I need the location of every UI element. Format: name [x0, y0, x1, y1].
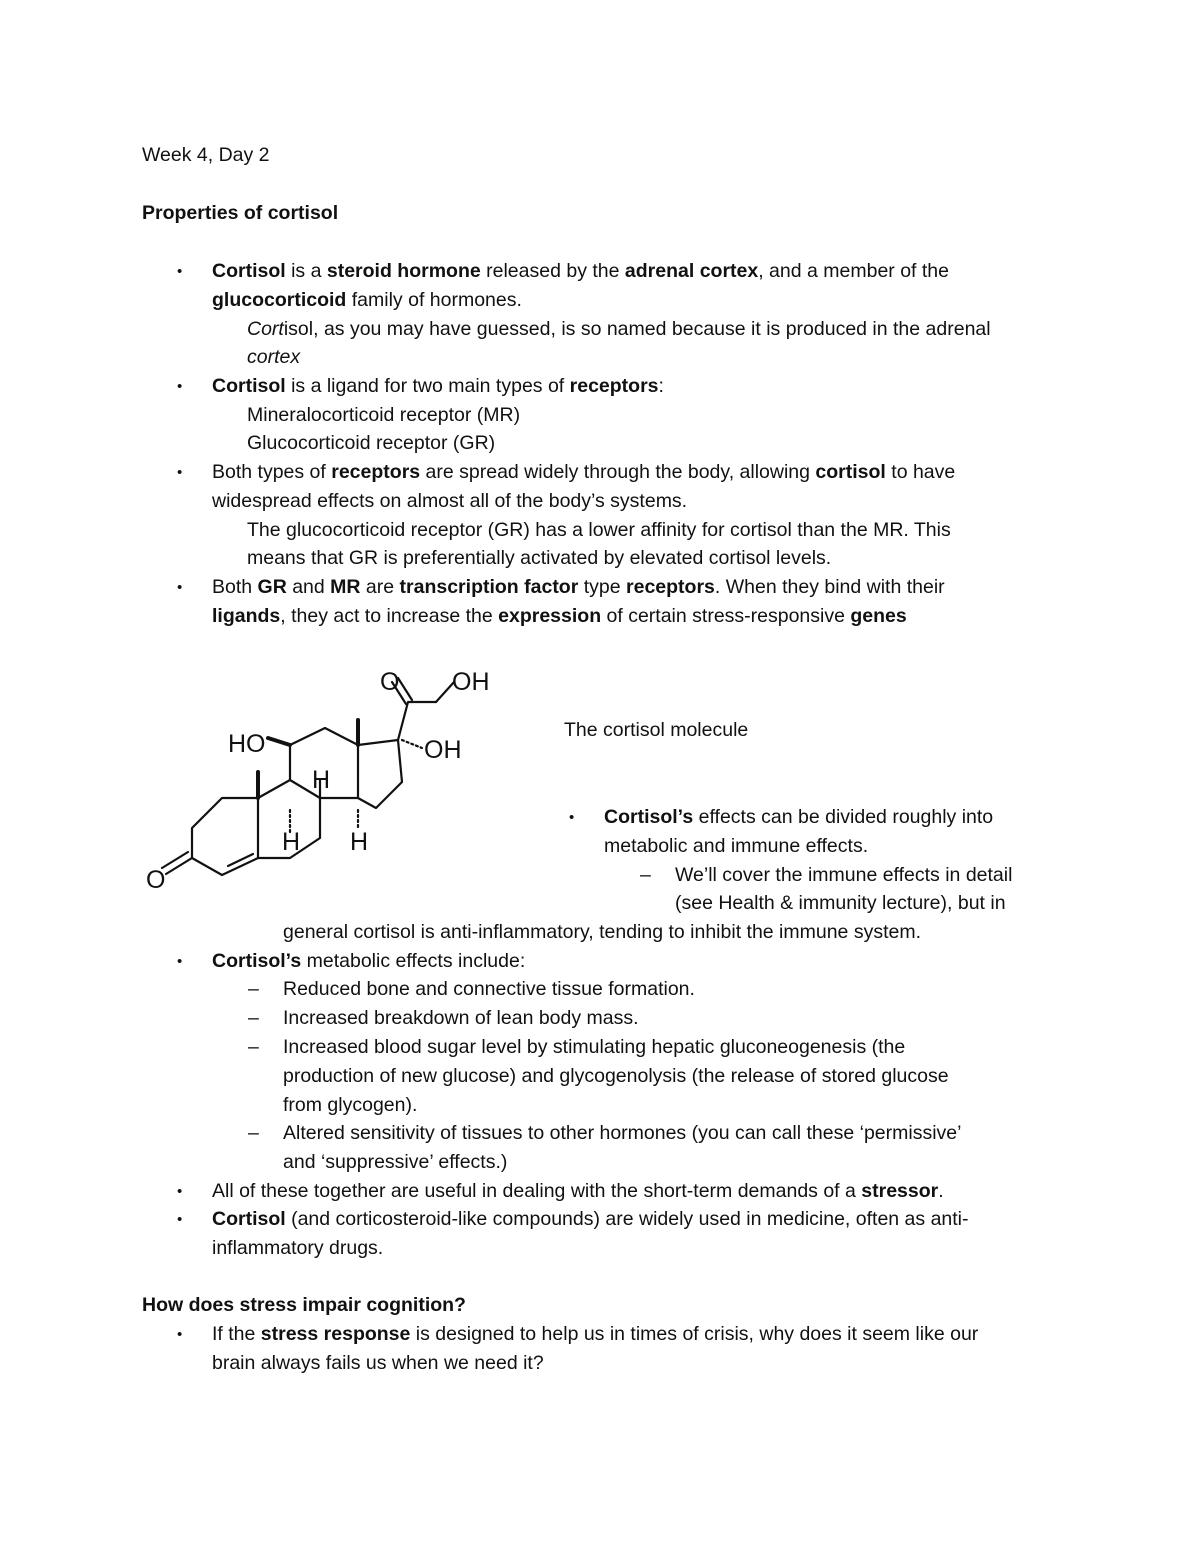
list-item-continuation: ligands, they act to increase the expression of certain stress-responsive genes — [212, 605, 907, 627]
list-item-continuation: widespread effects on almost all of the body’s systems. — [212, 490, 688, 512]
sub-note-continuation: cortex — [247, 346, 301, 368]
list-item: If the stress response is designed to help us in times of crisis, why does it seem like our — [212, 1323, 979, 1345]
list-item-continuation: inflammatory drugs. — [212, 1237, 384, 1259]
molecule-atom-label: OH — [424, 736, 462, 764]
molecule-atom-label: H — [350, 828, 369, 856]
sub-item: Increased blood sugar level by stimulating hepatic gluconeogenesis (the — [283, 1036, 906, 1058]
list-item-continuation: brain always fails us when we need it? — [212, 1352, 544, 1374]
section-heading-cognition: How does stress impair cognition? — [142, 1294, 466, 1316]
dash-icon: – — [640, 864, 651, 886]
cortisol-molecule-diagram — [140, 660, 520, 900]
bullet-icon: • — [177, 263, 183, 280]
bullet-icon: • — [177, 464, 183, 481]
bullet-icon: • — [569, 809, 575, 826]
sub-note: Cortisol, as you may have guessed, is so named because it is produced in the adrenal — [247, 318, 991, 340]
molecule-atom-label: O — [146, 866, 166, 894]
bullet-icon: • — [177, 1211, 183, 1228]
molecule-atom-label: H — [312, 766, 331, 794]
molecule-bonds — [162, 678, 454, 875]
sub-item-continuation: production of new glucose) and glycogenolysis (the release of stored glucose — [283, 1065, 949, 1087]
list-item: Cortisol’s metabolic effects include: — [212, 950, 526, 972]
bullet-icon: • — [177, 1183, 183, 1200]
list-item: Cortisol is a ligand for two main types of receptors: — [212, 375, 664, 397]
sub-item: Increased breakdown of lean body mass. — [283, 1007, 639, 1029]
dash-icon: – — [248, 1007, 259, 1029]
sub-item: Mineralocorticoid receptor (MR) — [247, 404, 521, 426]
list-item-continuation: metabolic and immune effects. — [604, 835, 869, 857]
dash-icon: – — [248, 1122, 259, 1144]
sub-note-continuation: means that GR is preferentially activated by elevated cortisol levels. — [247, 547, 832, 569]
dash-icon: – — [248, 1036, 259, 1058]
page-title: Week 4, Day 2 — [142, 144, 270, 166]
molecule-atom-label: O — [380, 668, 400, 696]
sub-item-continuation: from glycogen). — [283, 1094, 418, 1116]
list-item: Both GR and MR are transcription factor type receptors. When they bind with their — [212, 576, 945, 598]
list-item: Cortisol is a steroid hormone released by the adrenal cortex, and a member of the — [212, 260, 949, 282]
section-heading-properties: Properties of cortisol — [142, 202, 339, 224]
molecule-atom-label: HO — [228, 730, 266, 758]
bullet-icon: • — [177, 1326, 183, 1343]
sub-item-continuation: (see Health & immunity lecture), but in — [675, 892, 1006, 914]
list-item: All of these together are useful in dealing with the short-term demands of a stressor. — [212, 1180, 944, 1202]
sub-item: Glucocorticoid receptor (GR) — [247, 432, 496, 454]
sub-item: Altered sensitivity of tissues to other hormones (you can call these ‘permissive’ — [283, 1122, 962, 1144]
list-item: Cortisol (and corticosteroid-like compounds) are widely used in medicine, often as anti- — [212, 1208, 969, 1230]
molecule-atom-label: OH — [452, 668, 490, 696]
bullet-icon: • — [177, 579, 183, 596]
list-item: Both types of receptors are spread widely through the body, allowing cortisol to have — [212, 461, 956, 483]
sub-note: The glucocorticoid receptor (GR) has a lower affinity for cortisol than the MR. This — [247, 519, 951, 541]
bullet-icon: • — [177, 953, 183, 970]
sub-item: We’ll cover the immune effects in detail — [675, 864, 1013, 886]
sub-item-continuation: and ‘suppressive’ effects.) — [283, 1151, 508, 1173]
list-item-continuation: glucocorticoid family of hormones. — [212, 289, 522, 311]
dash-icon: – — [248, 978, 259, 1000]
molecule-atom-label: H — [282, 828, 301, 856]
bullet-icon: • — [177, 378, 183, 395]
sub-item-continuation: general cortisol is anti-inflammatory, tending to inhibit the immune system. — [283, 921, 921, 943]
molecule-caption: The cortisol molecule — [564, 719, 749, 741]
list-item: Cortisol’s effects can be divided roughly into — [604, 806, 994, 828]
sub-item: Reduced bone and connective tissue formation. — [283, 978, 695, 1000]
